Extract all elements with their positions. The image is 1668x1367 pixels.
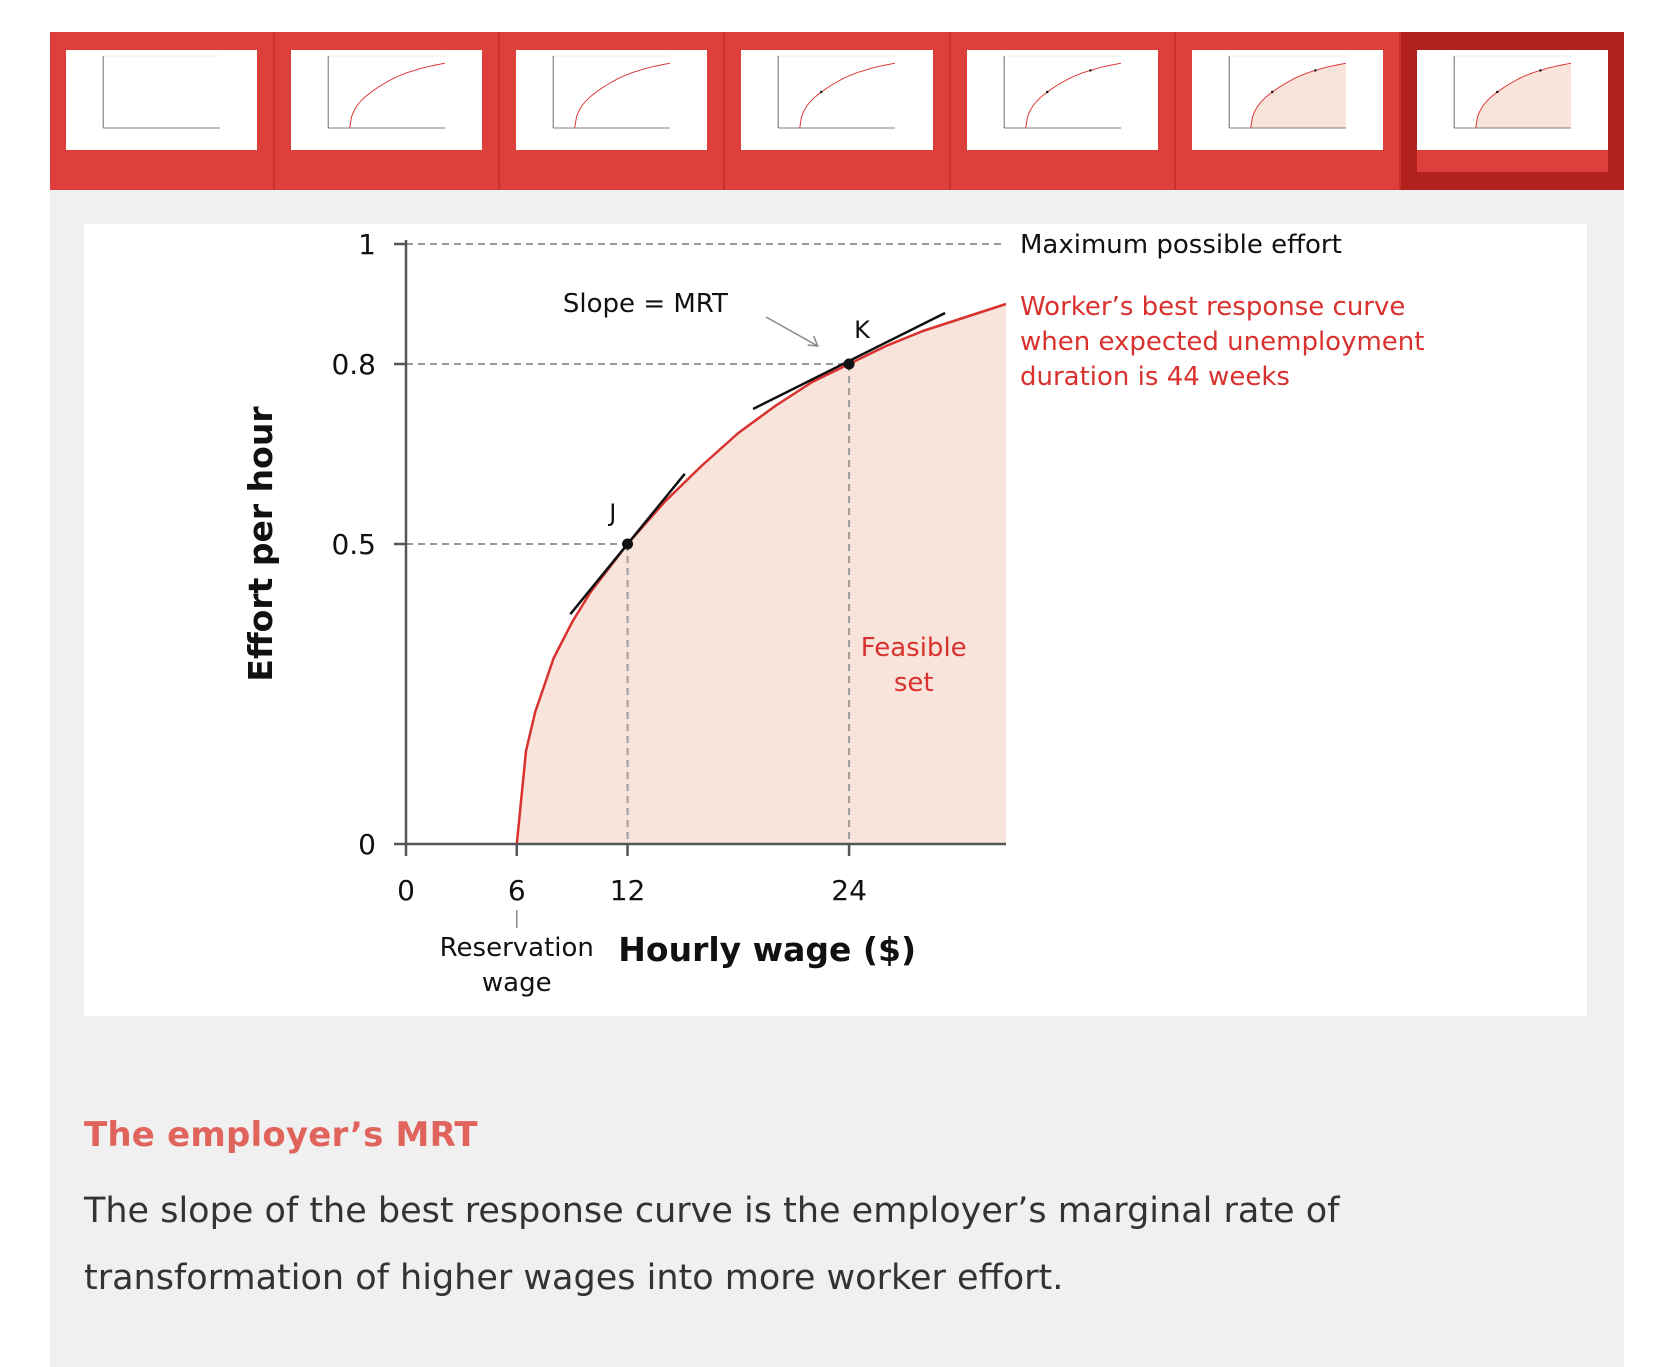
reservation-wage-label-1: wage (481, 968, 552, 998)
x-tick-label-1: 6 (507, 874, 526, 907)
thumbnail-mini-chart (291, 50, 482, 150)
curve-label-0: Worker’s best response curve (1020, 292, 1406, 322)
point-label-J: J (609, 499, 617, 527)
caption-title: The employer’s MRT (84, 1115, 478, 1155)
point-label-K: K (854, 316, 870, 344)
curve-label-1: when expected unemployment (1020, 327, 1425, 357)
curve-label-2: duration is 44 weeks (1020, 362, 1290, 392)
thumb-point-K (1539, 69, 1542, 71)
thumbnail-preview (66, 50, 257, 150)
y-tick-label-2: 0.8 (331, 348, 376, 381)
thumbnail-mini-chart (1417, 50, 1608, 150)
thumbnail-mini-chart (967, 50, 1158, 150)
step-thumbnail-strip (50, 32, 1624, 190)
thumbnail-preview (967, 50, 1158, 150)
caption-text: The slope of the best response curve is the employer’s marginal rate of transformation of higher wages into more worker effort. (84, 1191, 1340, 1298)
thumb-curve (350, 63, 445, 128)
slope-label: Slope = MRT (562, 289, 728, 319)
thumbnail-step-1[interactable] (50, 32, 275, 190)
y-axis-label: Effort per hour (241, 406, 280, 682)
feasible-set-area (517, 304, 1006, 844)
thumb-curve (800, 63, 895, 128)
thumbnail-mini-chart (516, 50, 707, 150)
thumbnail-preview (291, 50, 482, 150)
thumb-feasible-fill (1250, 63, 1345, 128)
thumb-point-J (1271, 91, 1274, 93)
thumbnail-step-5[interactable] (951, 32, 1176, 190)
thumbnail-mini-chart (741, 50, 932, 150)
thumbnail-preview (1192, 50, 1383, 150)
thumb-curve (575, 63, 670, 128)
thumbnail-step-2[interactable] (275, 32, 500, 190)
thumb-point-J (820, 91, 823, 93)
point-J (622, 539, 633, 550)
x-axis-label: Hourly wage ($) (618, 930, 917, 969)
y-tick-label-1: 0.5 (331, 528, 376, 561)
reservation-wage-label-0: Reservation (439, 933, 594, 963)
thumbnail-step-4[interactable] (725, 32, 950, 190)
thumbnail-preview (516, 50, 707, 150)
feasible-set-label-1: set (893, 668, 934, 698)
thumb-point-J (1496, 91, 1499, 93)
thumbnail-step-7[interactable] (1401, 32, 1624, 190)
chart-panel (84, 224, 1587, 1016)
thumbnail-step-6[interactable] (1176, 32, 1401, 190)
chart (84, 224, 1587, 1016)
thumb-point-K (1089, 69, 1092, 71)
thumb-feasible-fill (1476, 63, 1571, 128)
x-tick-label-3: 24 (831, 874, 867, 907)
feasible-set-label-0: Feasible (860, 633, 967, 663)
slope-arrow-line (766, 317, 818, 346)
thumbnail-preview (741, 50, 932, 150)
x-tick-label-0: 0 (397, 874, 415, 907)
plot-group (241, 228, 1424, 998)
thumbnail-mini-chart (1192, 50, 1383, 150)
thumb-point-K (1314, 69, 1317, 71)
x-tick-label-2: 12 (609, 874, 646, 907)
thumb-point-J (1046, 91, 1049, 93)
thumbnail-preview (1417, 50, 1608, 150)
max-effort-label: Maximum possible effort (1020, 230, 1342, 260)
thumbnail-step-3[interactable] (500, 32, 725, 190)
thumbnail-mini-chart (66, 50, 257, 150)
point-K (844, 359, 855, 370)
y-tick-label-0: 0 (358, 828, 376, 861)
thumb-curve (1025, 63, 1120, 128)
y-tick-label-3: 1 (358, 228, 376, 261)
